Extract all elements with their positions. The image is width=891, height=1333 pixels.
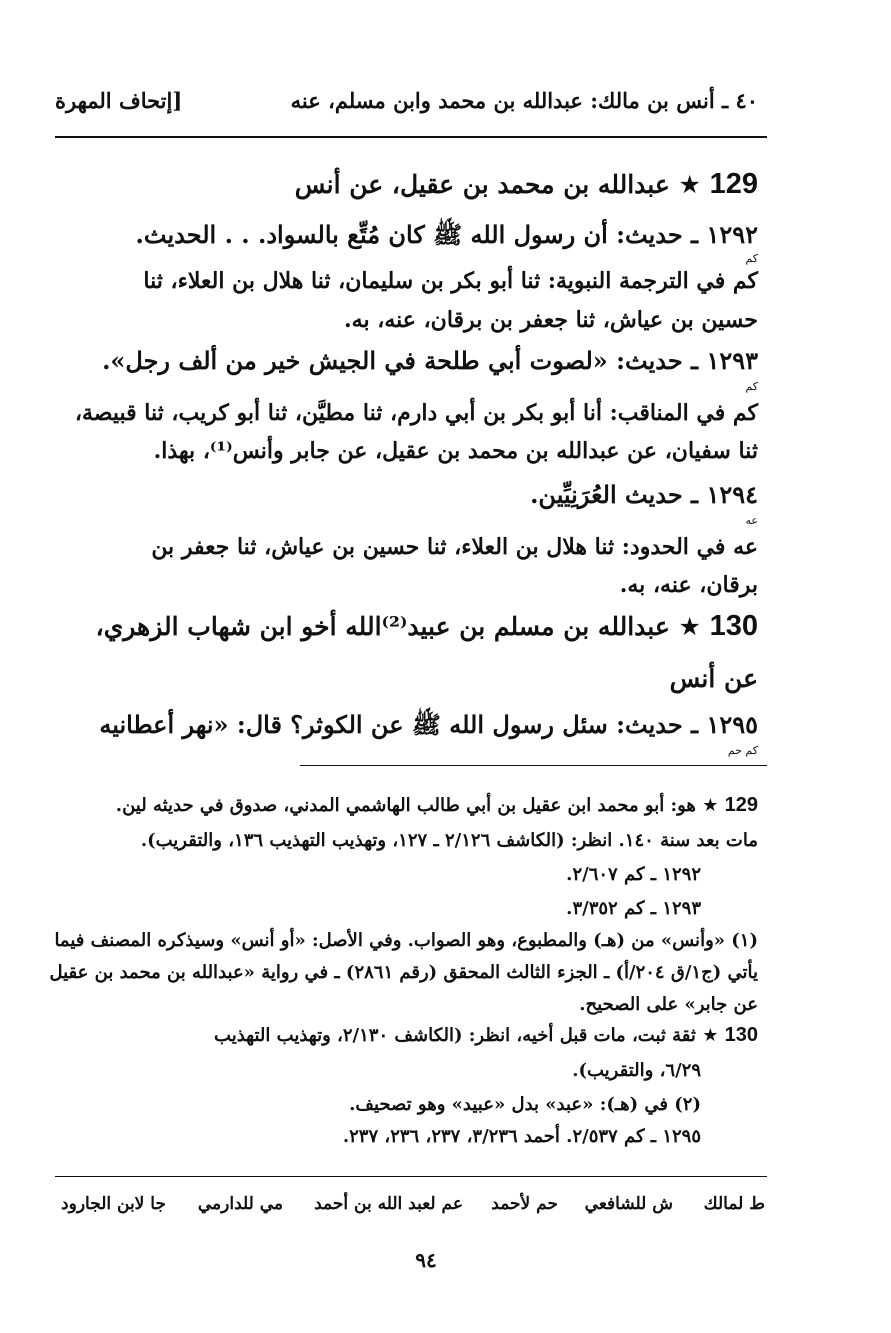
hadith-1293-line: كم في المناقب: أنا أبو بكر بن أبي دارم، ثنا مطيَّن، ثنا أبو كريب، ثنا قبيصة، bbox=[74, 400, 758, 426]
entry-130-title-cont: عن أنس bbox=[669, 664, 758, 693]
footnote-line: ١٢٩٣ ـ كم ٣/٣٥٢. bbox=[566, 898, 701, 919]
star-icon: ★ bbox=[702, 1025, 719, 1046]
footnote-text: ثقة ثبت، مات قبل أخيه، انظر: (الكاشف ٢/١٣٠، وتهذيب التهذيب bbox=[214, 1025, 696, 1046]
hadith-1294-heading: ١٢٩٤ ـ حديث العُرَنِيِّين. bbox=[530, 480, 758, 509]
running-header-title: ٤٠ ـ أنس بن مالك: عبدالله بن محمد وابن مسلم، عنه bbox=[290, 88, 758, 113]
entry-130-title bbox=[96, 610, 758, 643]
footnote-line: (٢) في (هـ): «عبد» بدل «عبيد» وهو تصحيف. bbox=[349, 1094, 701, 1115]
footnote-rule bbox=[300, 765, 767, 766]
footnote-number: 130 bbox=[724, 1024, 758, 1046]
footnote-number: 129 bbox=[724, 794, 758, 816]
footnote-line: (١) «وأنس» من (هـ) والمطبوع، وهو الصواب. وفي الأصل: «أو أنس» وسيذكره المصنف فيما bbox=[54, 930, 758, 951]
hadith-1294-line: عه في الحدود: ثنا هلال بن العلاء، ثنا حسين بن عياش، ثنا جعفر بن bbox=[151, 534, 758, 560]
hadith-1292-line: كم في الترجمة النبوية: ثنا أبو بكر بن سليمان، ثنا هلال بن العلاء، ثنا bbox=[143, 268, 758, 294]
siglum: كم حم bbox=[727, 744, 758, 757]
siglum: كم bbox=[745, 252, 758, 265]
siglum: عه bbox=[745, 514, 758, 527]
star-icon: ★ bbox=[678, 170, 701, 199]
hadith-1294-line: برقان، عنه، به. bbox=[619, 572, 758, 598]
footnote-line: مات بعد سنة ١٤٠. انظر: (الكاشف ٢/١٢٦ ـ ١٢٧، وتهذيب التهذيب ١٣٦، والتقريب). bbox=[140, 830, 758, 851]
siglum: كم bbox=[745, 380, 758, 393]
abbreviation-item: عم لعبد الله بن أحمد bbox=[314, 1194, 463, 1214]
abbreviation-item: حم لأحمد bbox=[491, 1194, 558, 1214]
star-icon: ★ bbox=[702, 795, 719, 816]
abbreviation-item: ط لمالك bbox=[703, 1194, 765, 1214]
footnote-line: ١٢٩٥ ـ كم ٢/٥٣٧. أحمد ٣/٢٣٦، ٢٣٧، ٢٣٦، ٢٣٧. bbox=[342, 1126, 701, 1147]
running-header-book: [إتحاف المهرة bbox=[55, 88, 183, 113]
entry-number: 130 bbox=[709, 610, 758, 642]
hadith-1292-line: حسين بن عياش، ثنا جعفر بن برقان، عنه، به. bbox=[344, 307, 758, 333]
footnote-line: عن جابر» على الصحيح. bbox=[579, 994, 758, 1015]
abbreviations-rule bbox=[55, 1176, 767, 1177]
footnote-line: يأتي (ج١/ق ٢٠٤/أ) ـ الجزء الثالث المحقق (رقم ٢٨٦١) ـ في رواية «عبدالله بن محمد بن عقيل bbox=[49, 962, 758, 983]
abbreviation-item: ش للشافعي bbox=[584, 1194, 673, 1214]
page-number: ٩٤ bbox=[415, 1248, 437, 1272]
header-rule bbox=[55, 136, 767, 138]
footnote-130 bbox=[214, 1024, 758, 1047]
abbreviation-item: جا لابن الجارود bbox=[61, 1194, 166, 1214]
abbreviation-item: مي للدارمي bbox=[197, 1194, 283, 1214]
footnote-line: ١٢٩٢ ـ كم ٢/٦٠٧. bbox=[566, 864, 701, 885]
entry-heading: عبدالله بن مسلم بن عبيد⁽²⁾الله أخو ابن شهاب الزهري، bbox=[95, 612, 670, 641]
footnote-text: هو: أبو محمد ابن عقيل بن أبي طالب الهاشمي المدني، صدوق في حديثه لين. bbox=[115, 795, 696, 816]
entry-129-title bbox=[295, 168, 758, 201]
star-icon: ★ bbox=[678, 612, 701, 641]
entry-heading: عبدالله بن محمد بن عقيل، عن أنس bbox=[294, 170, 670, 199]
hadith-1293-heading: ١٢٩٣ ـ حديث: «لصوت أبي طلحة في الجيش خير من ألف رجل». bbox=[102, 346, 758, 375]
hadith-1295-heading: ١٢٩٥ ـ حديث: سئل رسول الله ﷺ عن الكوثر؟ قال: «نهر أعطانيه bbox=[99, 710, 758, 739]
entry-number: 129 bbox=[709, 168, 758, 200]
footnote-129 bbox=[116, 794, 758, 817]
footnote-line: ٦/٢٩، والتقريب). bbox=[572, 1060, 701, 1081]
hadith-1293-line: ثنا سفيان، عن عبدالله بن محمد بن عقيل، عن جابر وأنس⁽¹⁾، بهذا. bbox=[153, 438, 758, 464]
hadith-1292-heading: ١٢٩٢ ـ حديث: أن رسول الله ﷺ كان مُتِّع بالسواد. . . الحديث. bbox=[135, 220, 758, 249]
